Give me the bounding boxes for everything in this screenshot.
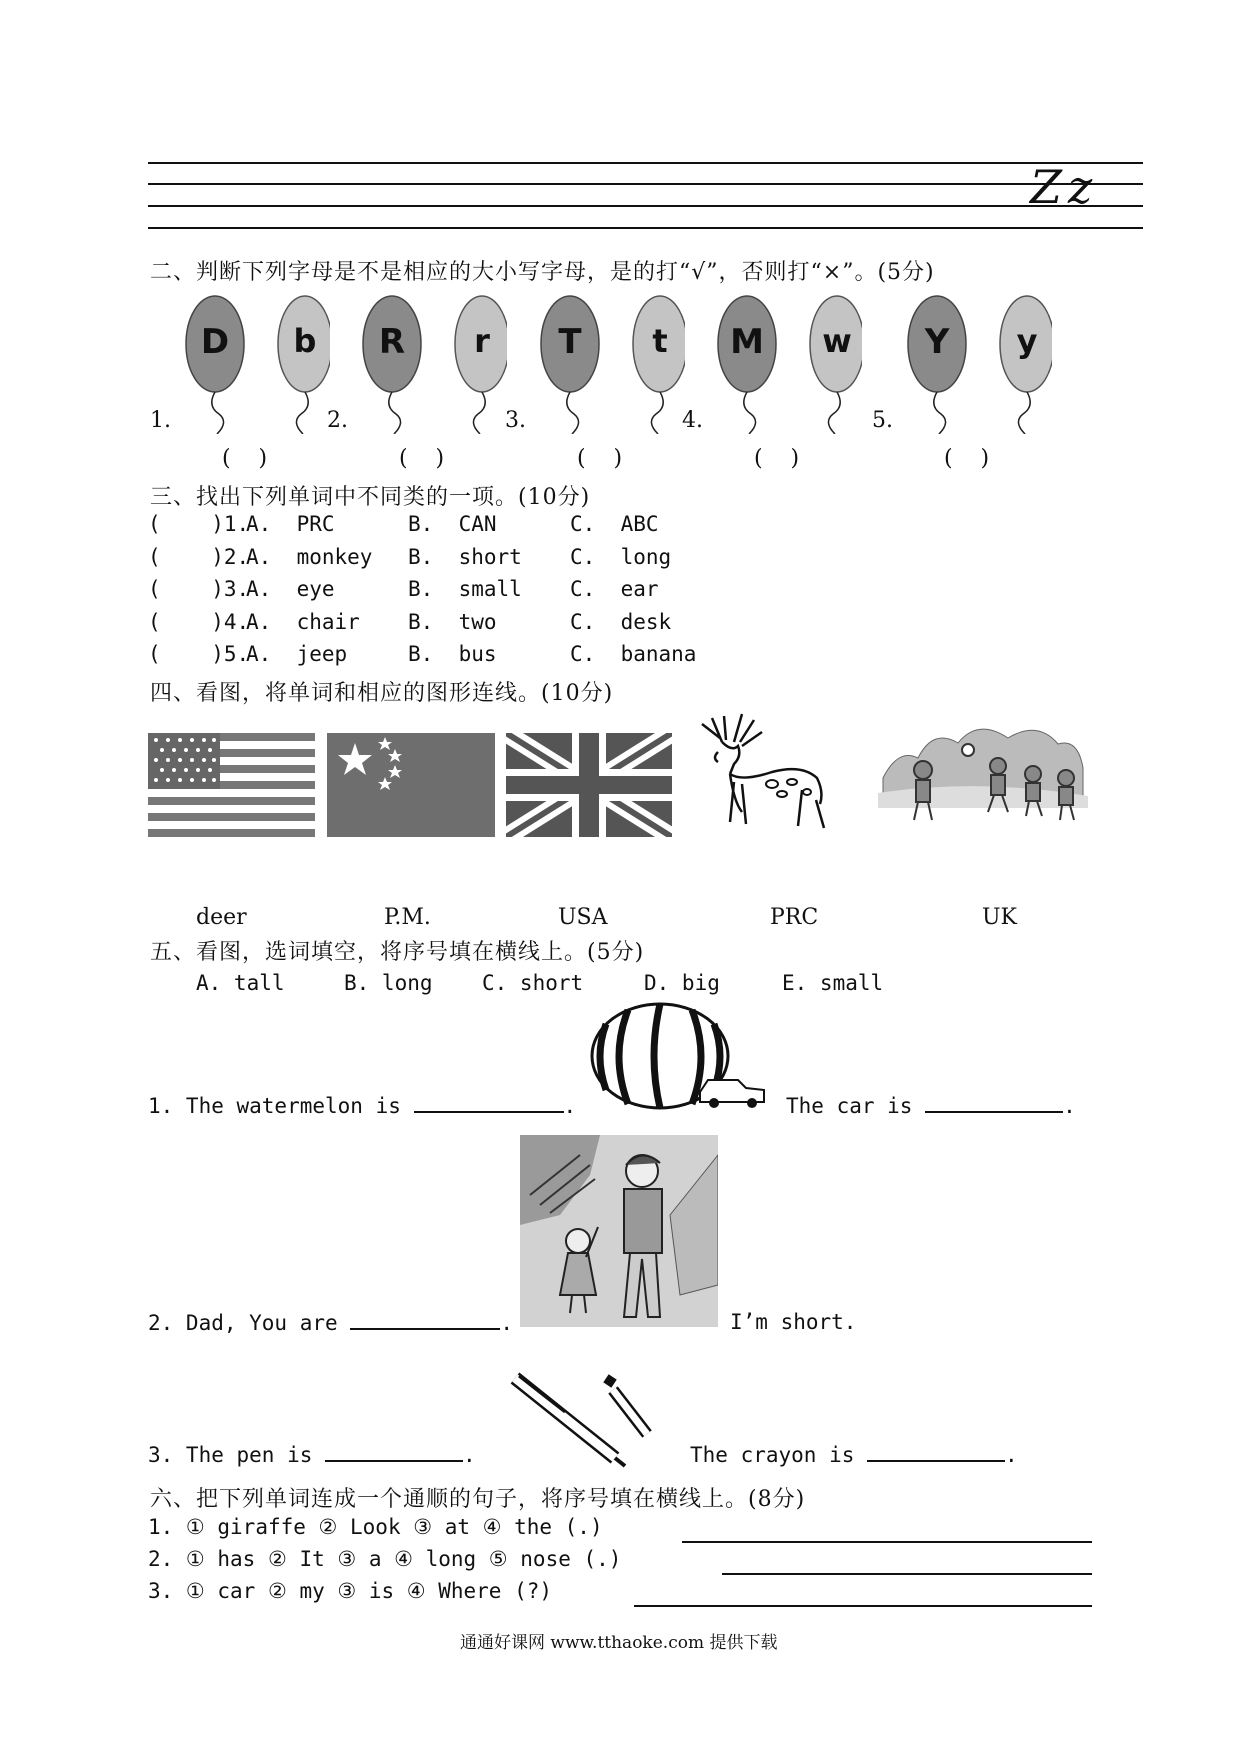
- match-word-prc: PRC: [770, 905, 819, 930]
- balloon-pair-2: [327, 294, 507, 474]
- answer-paren[interactable]: ( ): [577, 446, 623, 471]
- s3-row-5: [148, 642, 696, 666]
- period: .: [1063, 1094, 1076, 1118]
- balloon-icon: [327, 294, 507, 434]
- q5-1-left-blank[interactable]: [414, 1093, 564, 1113]
- prc-flag-image: [327, 733, 495, 837]
- s3-option-a: A. PRC: [246, 512, 335, 536]
- s3-answer-paren[interactable]: ( )2.: [148, 544, 250, 569]
- s6-row-2-blank[interactable]: [722, 1573, 1092, 1575]
- q5-3-right-text: The crayon is: [690, 1443, 855, 1467]
- children-playing-image: [878, 708, 1088, 828]
- balloon-letter-right: t: [652, 322, 668, 360]
- q5-1: [148, 1093, 576, 1118]
- balloon-letter-left: R: [378, 322, 406, 362]
- match-word-deer: deer: [196, 905, 247, 930]
- section5-options: [196, 971, 883, 995]
- q5-2-left-blank[interactable]: [350, 1310, 500, 1330]
- writing-line-4: [148, 227, 1143, 229]
- q5-3-left-blank[interactable]: [325, 1442, 463, 1462]
- s3-option-b: B. small: [408, 577, 522, 601]
- balloon-letter-right: r: [474, 322, 490, 360]
- answer-paren[interactable]: ( ): [399, 446, 445, 471]
- balloon-pair-4: [682, 294, 862, 474]
- pen-crayon-image: [505, 1368, 665, 1468]
- balloon-question-number: 5.: [872, 408, 893, 433]
- q5-1-right-text: The car is: [786, 1094, 913, 1118]
- q5-3-left-text: 3. The pen is: [148, 1443, 313, 1467]
- q5-3: [148, 1442, 476, 1467]
- match-word-pm: P.M.: [384, 905, 431, 930]
- s3-answer-paren[interactable]: ( )1.: [148, 512, 250, 536]
- q5-3-right: [690, 1442, 1018, 1467]
- s3-option-a: A. monkey: [246, 544, 373, 569]
- s3-option-c: C. banana: [570, 642, 697, 666]
- uk-flag-image: [506, 733, 672, 837]
- balloon-letter-left: D: [200, 322, 230, 362]
- s3-answer-paren[interactable]: ( )5.: [148, 642, 250, 666]
- answer-paren[interactable]: ( ): [944, 446, 990, 471]
- section6-title: 六、把下列单词连成一个通顺的句子，将序号填在横线上。(8分): [150, 1487, 806, 1512]
- s3-option-c: C. ear: [570, 577, 659, 601]
- balloon-icon: [150, 294, 330, 434]
- s3-option-b: B. short: [408, 544, 522, 569]
- dad-child-image: [520, 1135, 718, 1327]
- balloon-question-number: 2.: [327, 408, 348, 433]
- period: .: [463, 1443, 476, 1467]
- s6-row-3-text: 3. ① car ② my ③ is ④ Where (?): [148, 1579, 553, 1603]
- s3-option-c: C. ABC: [570, 512, 659, 536]
- s3-row-4: [148, 610, 671, 634]
- balloon-letter-right: y: [1016, 322, 1038, 360]
- watermelon-car-image: [588, 1000, 772, 1110]
- balloon-icon: [872, 294, 1052, 434]
- option-c: C. short: [482, 971, 584, 995]
- s3-option-a: A. chair: [246, 609, 360, 634]
- writing-line-3: [148, 205, 1143, 207]
- option-d: D. big: [644, 971, 720, 995]
- usa-flag-image: [148, 733, 315, 837]
- balloon-pair-1: [150, 294, 330, 474]
- balloon-letter-left: Y: [924, 322, 950, 362]
- q5-1-left-text: 1. The watermelon is: [148, 1094, 401, 1118]
- option-a: A. tall: [196, 971, 285, 995]
- q5-3-right-blank[interactable]: [867, 1442, 1005, 1462]
- balloon-letter-left: M: [730, 322, 764, 362]
- period: .: [563, 1094, 577, 1118]
- balloon-letter-left: T: [558, 322, 582, 362]
- q5-2: [148, 1310, 513, 1335]
- s6-row-2-text: 2. ① has ② It ③ a ④ long ⑤ nose (.): [148, 1547, 622, 1571]
- s3-option-b: B. bus: [408, 642, 497, 666]
- balloon-letter-right: w: [822, 322, 852, 360]
- section3-title: 三、找出下列单词中不同类的一项。(10分): [150, 485, 591, 510]
- writing-line-2: [148, 183, 1143, 185]
- balloon-pair-5: [872, 294, 1052, 474]
- footer-text: 通通好课网 www.tthaoke.com 提供下载: [460, 1633, 778, 1653]
- answer-paren[interactable]: ( ): [754, 446, 800, 471]
- balloon-icon: [682, 294, 862, 434]
- deer-image: [682, 712, 847, 830]
- balloon-pair-3: [505, 294, 685, 474]
- s6-row-1-blank[interactable]: [682, 1541, 1092, 1543]
- section4-title: 四、看图，将单词和相应的图形连线。(10分): [150, 681, 614, 706]
- answer-paren[interactable]: ( ): [222, 446, 268, 471]
- writing-line-1: [148, 162, 1143, 164]
- s3-option-c: C. long: [570, 544, 672, 569]
- balloon-question-number: 3.: [505, 408, 526, 433]
- q5-1-right: [786, 1093, 1076, 1118]
- match-word-usa: USA: [558, 905, 608, 930]
- s3-row-3: [148, 577, 659, 601]
- section2-title: 二、判断下列字母是不是相应的大小写字母，是的打“√”，否则打“×”。(5分): [150, 260, 935, 285]
- s3-option-a: A. jeep: [246, 642, 348, 666]
- match-word-uk: UK: [982, 905, 1017, 930]
- s3-option-a: A. eye: [246, 577, 335, 601]
- q5-1-right-blank[interactable]: [925, 1093, 1063, 1113]
- section5-title: 五、看图，选词填空，将序号填在横线上。(5分): [150, 940, 645, 965]
- s3-answer-paren[interactable]: ( )3.: [148, 577, 250, 601]
- balloon-letter-right: b: [293, 322, 317, 360]
- balloon-icon: [505, 294, 685, 434]
- balloon-question-number: 4.: [682, 408, 703, 433]
- s3-option-c: C. desk: [570, 609, 672, 634]
- q5-2-right-text: I’m short.: [730, 1310, 857, 1334]
- option-b: B. long: [344, 971, 433, 995]
- s3-option-b: B. two: [408, 609, 497, 634]
- s3-row-1: [148, 512, 659, 536]
- balloon-question-number: 1.: [150, 408, 171, 433]
- option-e: E. small: [782, 971, 884, 995]
- s3-option-b: B. CAN: [408, 512, 497, 536]
- handwriting-sample: Zz: [1030, 160, 1099, 214]
- period: .: [500, 1311, 513, 1335]
- q5-2-left-text: 2. Dad, You are: [148, 1311, 338, 1335]
- s6-row-1-text: 1. ① giraffe ② Look ③ at ④ the (.): [148, 1515, 603, 1539]
- s3-row-2: [148, 545, 671, 569]
- s6-row-3-blank[interactable]: [634, 1605, 1092, 1607]
- period: .: [1005, 1443, 1018, 1467]
- s3-answer-paren[interactable]: ( )4.: [148, 609, 250, 634]
